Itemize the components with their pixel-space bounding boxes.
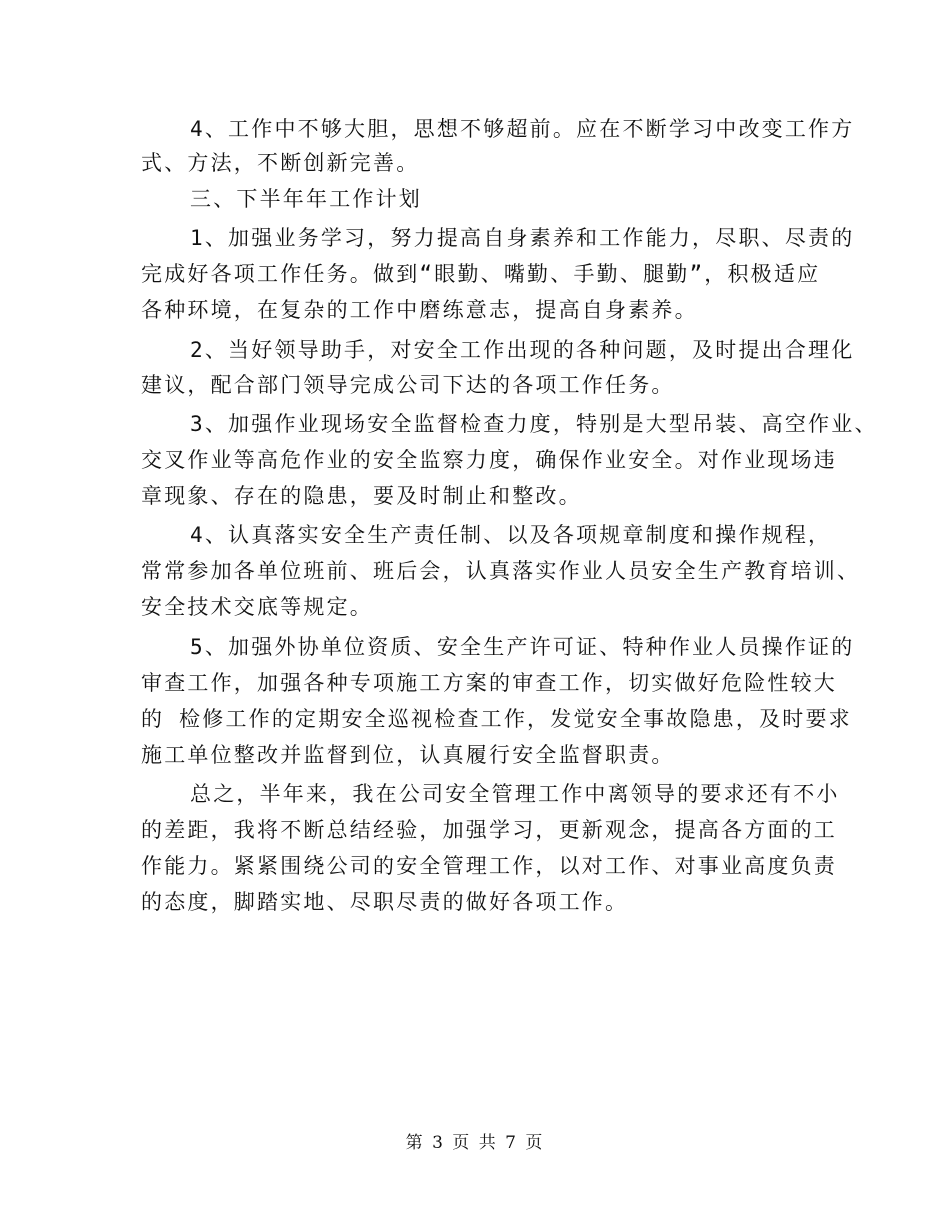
text-line-1: 4、工作中不够大胆，思想不够超前。应在不断学习中改变工作方 (190, 117, 855, 141)
text-line-9: 3、加强作业现场安全监督检查力度，特别是大型吊装、高空作业、 (190, 412, 878, 436)
text-line-19: 总之，半年来，我在公司安全管理工作中离领导的要求还有不小 (190, 782, 840, 806)
text-line-11: 章现象、存在的隐患，要及时制止和整改。 (141, 484, 582, 508)
section-heading: 三、下半年年工作计划 (190, 187, 422, 211)
text-line-17: 的 检修工作的定期安全巡视检查工作，发觉安全事故隐患，及时要求 (141, 707, 852, 731)
text-line-12: 4、认真落实安全生产责任制、以及各项规章制度和操作规程， (190, 523, 832, 547)
text-line-14: 安全技术交底等规定。 (141, 595, 373, 619)
text-line-13: 常常参加各单位班前、班后会，认真落实作业人员安全生产教育培训、 (141, 559, 861, 583)
text-line-6: 各种环境，在复杂的工作中磨练意志，提高自身素养。 (141, 298, 698, 322)
text-line-7: 2、当好领导助手，对安全工作出现的各种问题，及时提出合理化 (190, 338, 855, 362)
text-line-15: 5、加强外协单位资质、安全生产许可证、特种作业人员操作证的 (190, 635, 855, 659)
text-line-8: 建议，配合部门领导完成公司下达的各项工作任务。 (141, 373, 675, 397)
text-line-22: 的态度，脚踏实地、尽职尽责的做好各项工作。 (141, 890, 629, 914)
text-line-5: 完成好各项工作任务。做到“眼勤、嘴勤、手勤、腿勤”，积极适应 (141, 262, 821, 286)
text-line-4: 1、加强业务学习，努力提高自身素养和工作能力，尽职、尽责的 (190, 226, 855, 250)
text-line-10: 交叉作业等高危作业的安全监察力度，确保作业安全。对作业现场违 (141, 448, 837, 472)
text-line-16: 审查工作，加强各种专项施工方案的审查工作，切实做好危险性较大 (141, 671, 837, 695)
text-line-21: 作能力。紧紧围绕公司的安全管理工作，以对工作、对事业高度负责 (141, 854, 837, 878)
text-line-2: 式、方法，不断创新完善。 (141, 151, 420, 175)
text-line-18: 施工单位整改并监督到位，认真履行安全监督职责。 (141, 743, 675, 767)
page-number-footer: 第 3 页 共 7 页 (405, 1133, 545, 1153)
text-line-20: 的差距，我将不断总结经验，加强学习，更新观念，提高各方面的工 (141, 818, 837, 842)
